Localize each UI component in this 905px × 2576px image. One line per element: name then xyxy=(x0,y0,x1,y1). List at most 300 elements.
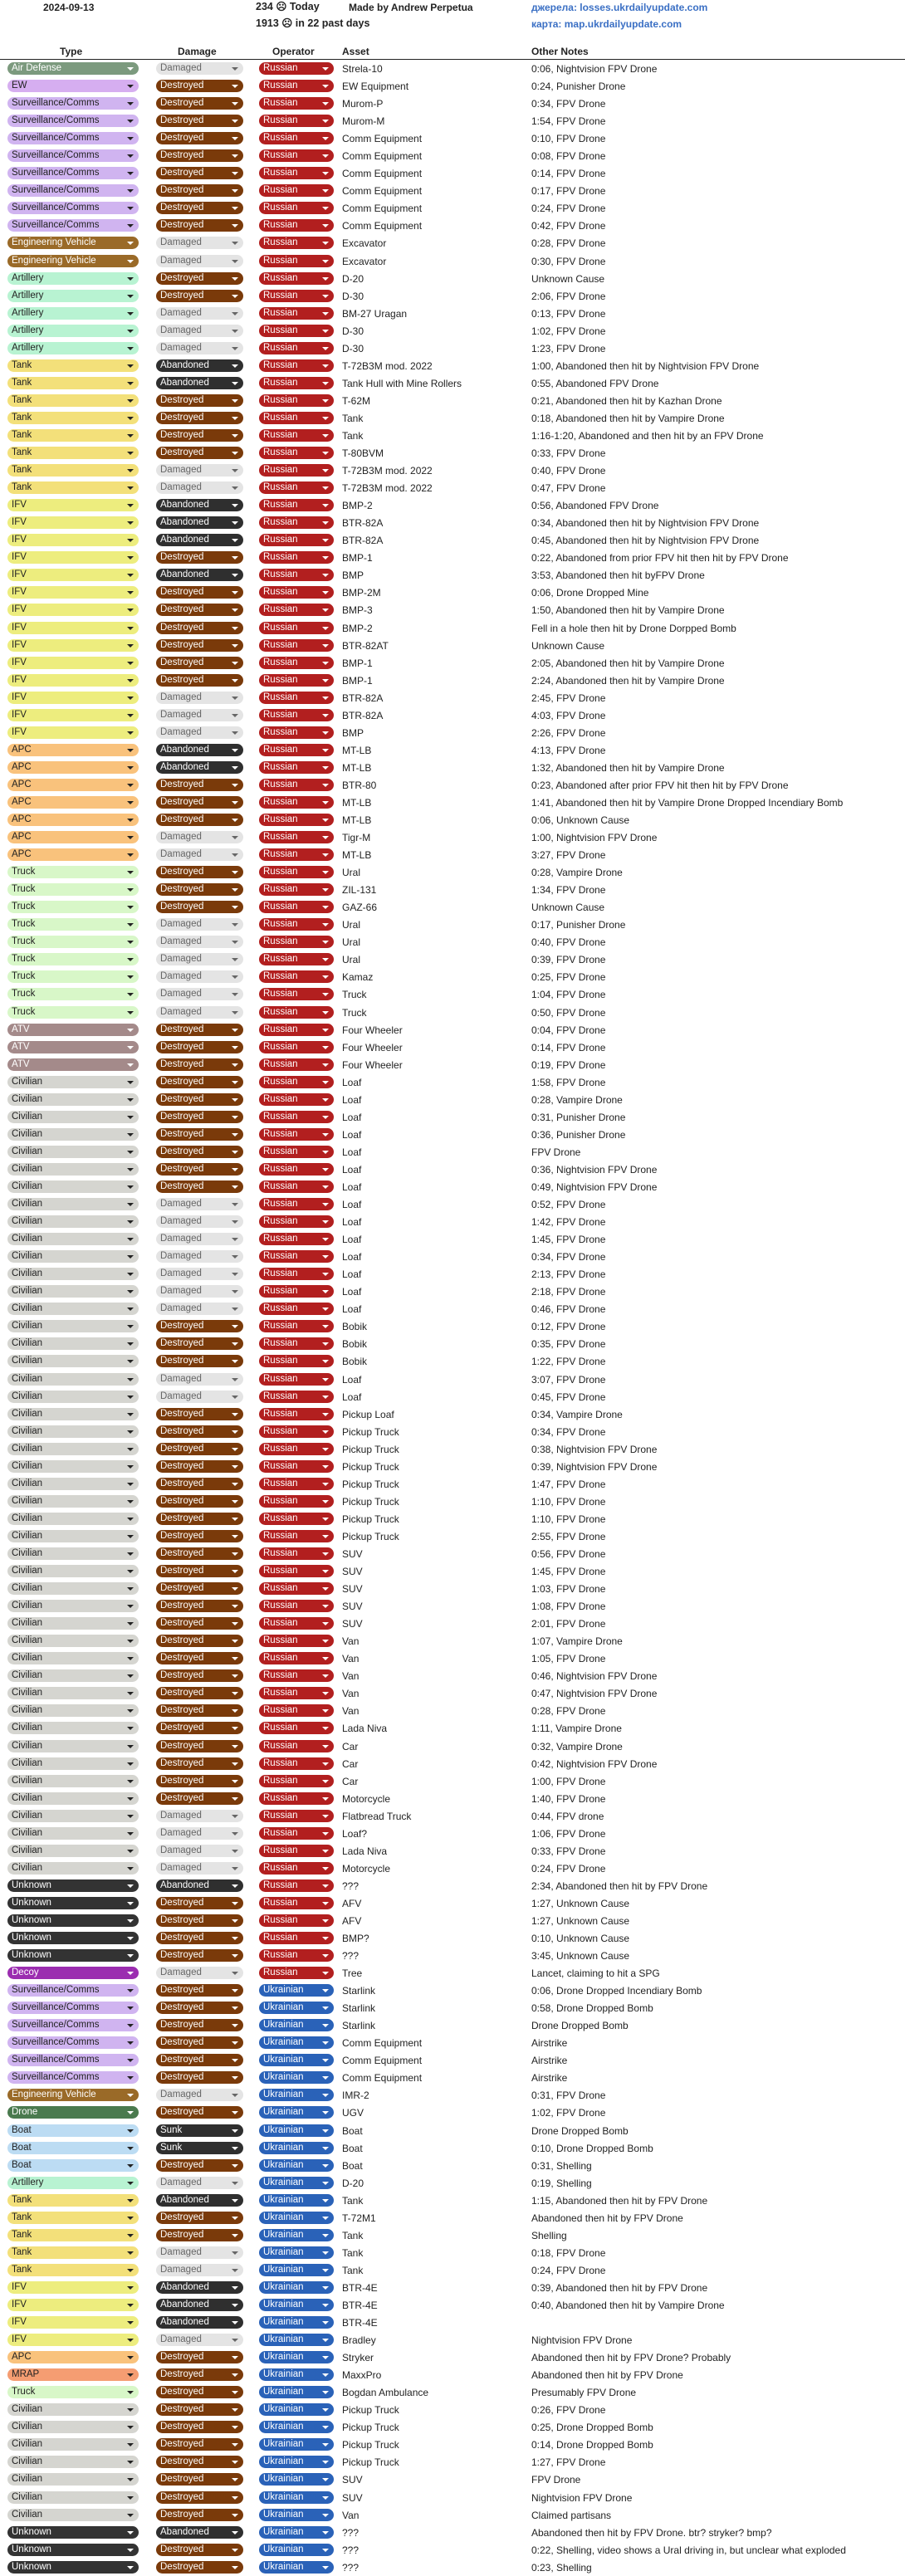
operator-select[interactable] xyxy=(259,1128,334,1141)
damage-select[interactable] xyxy=(156,132,243,144)
type-select[interactable] xyxy=(7,1757,139,1770)
operator-select[interactable] xyxy=(259,2403,334,2416)
type-select[interactable] xyxy=(7,2334,139,2346)
operator-select[interactable] xyxy=(259,1757,334,1770)
damage-select[interactable] xyxy=(156,377,243,389)
damage-select[interactable] xyxy=(156,1233,243,1245)
type-select[interactable] xyxy=(7,1024,139,1036)
type-select[interactable] xyxy=(7,167,139,179)
operator-select[interactable] xyxy=(259,569,334,581)
operator-select[interactable] xyxy=(259,325,334,337)
operator-select[interactable] xyxy=(259,447,334,459)
operator-select[interactable] xyxy=(259,2002,334,2014)
type-select[interactable] xyxy=(7,2194,139,2207)
type-select[interactable] xyxy=(7,1058,139,1071)
operator-select[interactable] xyxy=(259,1146,334,1158)
damage-select[interactable] xyxy=(156,1757,243,1770)
operator-select[interactable] xyxy=(259,1024,334,1036)
damage-select[interactable] xyxy=(156,709,243,721)
damage-select[interactable] xyxy=(156,674,243,687)
operator-select[interactable] xyxy=(259,1093,334,1106)
operator-select[interactable] xyxy=(259,1547,334,1560)
operator-select[interactable] xyxy=(259,970,334,983)
damage-select[interactable] xyxy=(156,499,243,511)
operator-select[interactable] xyxy=(259,779,334,791)
type-select[interactable] xyxy=(7,1303,139,1315)
type-select[interactable] xyxy=(7,1949,139,1962)
type-select[interactable] xyxy=(7,586,139,599)
operator-select[interactable] xyxy=(259,2229,334,2241)
damage-select[interactable] xyxy=(156,1967,243,1979)
type-select[interactable] xyxy=(7,1443,139,1455)
type-select[interactable] xyxy=(7,1391,139,1403)
damage-select[interactable] xyxy=(156,1513,243,1525)
operator-select[interactable] xyxy=(259,1949,334,1962)
type-select[interactable] xyxy=(7,2316,139,2329)
damage-select[interactable] xyxy=(156,1408,243,1420)
type-select[interactable] xyxy=(7,709,139,721)
type-select[interactable] xyxy=(7,429,139,442)
type-select[interactable] xyxy=(7,1845,139,1857)
operator-select[interactable] xyxy=(259,1041,334,1053)
type-select[interactable] xyxy=(7,2177,139,2189)
damage-select[interactable] xyxy=(156,1582,243,1595)
type-select[interactable] xyxy=(7,1320,139,1332)
operator-select[interactable] xyxy=(259,2089,334,2101)
operator-select[interactable] xyxy=(259,2264,334,2276)
damage-select[interactable] xyxy=(156,831,243,843)
type-select[interactable] xyxy=(7,1163,139,1176)
operator-select[interactable] xyxy=(259,1215,334,1228)
type-select[interactable] xyxy=(7,2491,139,2504)
operator-select[interactable] xyxy=(259,1897,334,1909)
operator-select[interactable] xyxy=(259,744,334,756)
type-select[interactable] xyxy=(7,1810,139,1822)
operator-select[interactable] xyxy=(259,1565,334,1577)
damage-select[interactable] xyxy=(156,1215,243,1228)
damage-select[interactable] xyxy=(156,2264,243,2276)
damage-select[interactable] xyxy=(156,2438,243,2451)
operator-select[interactable] xyxy=(259,2421,334,2433)
type-select[interactable] xyxy=(7,1565,139,1577)
operator-select[interactable] xyxy=(259,516,334,529)
operator-select[interactable] xyxy=(259,1582,334,1595)
type-select[interactable] xyxy=(7,2089,139,2101)
type-select[interactable] xyxy=(7,1495,139,1508)
damage-select[interactable] xyxy=(156,394,243,407)
damage-select[interactable] xyxy=(156,447,243,459)
damage-select[interactable] xyxy=(156,2071,243,2084)
type-select[interactable] xyxy=(7,2386,139,2398)
damage-select[interactable] xyxy=(156,2194,243,2207)
operator-select[interactable] xyxy=(259,1879,334,1892)
type-select[interactable] xyxy=(7,1862,139,1875)
operator-select[interactable] xyxy=(259,1478,334,1490)
operator-select[interactable] xyxy=(259,2316,334,2329)
damage-select[interactable] xyxy=(156,1879,243,1892)
type-select[interactable] xyxy=(7,657,139,669)
type-select[interactable] xyxy=(7,1111,139,1123)
damage-select[interactable] xyxy=(156,1373,243,1386)
damage-select[interactable] xyxy=(156,2421,243,2433)
operator-select[interactable] xyxy=(259,2299,334,2311)
type-select[interactable] xyxy=(7,1582,139,1595)
damage-select[interactable] xyxy=(156,2334,243,2346)
operator-select[interactable] xyxy=(259,2561,334,2574)
damage-select[interactable] xyxy=(156,429,243,442)
operator-select[interactable] xyxy=(259,1617,334,1630)
operator-select[interactable] xyxy=(259,499,334,511)
damage-select[interactable] xyxy=(156,516,243,529)
damage-select[interactable] xyxy=(156,1460,243,1473)
type-select[interactable] xyxy=(7,1530,139,1542)
damage-select[interactable] xyxy=(156,2106,243,2119)
column-header-damage[interactable]: Damage xyxy=(178,46,217,57)
type-select[interactable] xyxy=(7,2229,139,2241)
type-select[interactable] xyxy=(7,1460,139,1473)
operator-select[interactable] xyxy=(259,1198,334,1210)
damage-select[interactable] xyxy=(156,988,243,1000)
type-select[interactable] xyxy=(7,796,139,809)
type-select[interactable] xyxy=(7,866,139,878)
type-select[interactable] xyxy=(7,1652,139,1664)
operator-select[interactable] xyxy=(259,1250,334,1263)
type-select[interactable] xyxy=(7,499,139,511)
type-select[interactable] xyxy=(7,219,139,232)
operator-select[interactable] xyxy=(259,1337,334,1350)
type-select[interactable] xyxy=(7,901,139,913)
damage-select[interactable] xyxy=(156,883,243,896)
operator-select[interactable] xyxy=(259,481,334,494)
damage-select[interactable] xyxy=(156,2036,243,2049)
type-select[interactable] xyxy=(7,2403,139,2416)
damage-select[interactable] xyxy=(156,2403,243,2416)
damage-select[interactable] xyxy=(156,1250,243,1263)
damage-select[interactable] xyxy=(156,1722,243,1734)
type-select[interactable] xyxy=(7,1285,139,1298)
type-select[interactable] xyxy=(7,2071,139,2084)
operator-select[interactable] xyxy=(259,796,334,809)
operator-select[interactable] xyxy=(259,1862,334,1875)
type-select[interactable] xyxy=(7,534,139,546)
damage-select[interactable] xyxy=(156,2386,243,2398)
type-select[interactable] xyxy=(7,692,139,704)
damage-select[interactable] xyxy=(156,481,243,494)
damage-select[interactable] xyxy=(156,1600,243,1612)
damage-select[interactable] xyxy=(156,2351,243,2363)
damage-select[interactable] xyxy=(156,2229,243,2241)
operator-select[interactable] xyxy=(259,2368,334,2381)
damage-select[interactable] xyxy=(156,761,243,774)
type-select[interactable] xyxy=(7,2159,139,2172)
type-select[interactable] xyxy=(7,2473,139,2486)
operator-select[interactable] xyxy=(259,1530,334,1542)
type-select[interactable] xyxy=(7,1478,139,1490)
operator-select[interactable] xyxy=(259,551,334,564)
damage-select[interactable] xyxy=(156,184,243,197)
type-select[interactable] xyxy=(7,516,139,529)
type-select[interactable] xyxy=(7,2036,139,2049)
operator-select[interactable] xyxy=(259,2036,334,2049)
operator-select[interactable] xyxy=(259,936,334,948)
damage-select[interactable] xyxy=(156,1024,243,1036)
damage-select[interactable] xyxy=(156,936,243,948)
type-select[interactable] xyxy=(7,936,139,948)
damage-select[interactable] xyxy=(156,1932,243,1944)
damage-select[interactable] xyxy=(156,2019,243,2031)
operator-select[interactable] xyxy=(259,2142,334,2154)
type-select[interactable] xyxy=(7,1041,139,1053)
damage-select[interactable] xyxy=(156,953,243,965)
type-select[interactable] xyxy=(7,2456,139,2468)
type-select[interactable] xyxy=(7,1373,139,1386)
damage-select[interactable] xyxy=(156,657,243,669)
type-select[interactable] xyxy=(7,970,139,983)
damage-select[interactable] xyxy=(156,814,243,826)
operator-select[interactable] xyxy=(259,709,334,721)
damage-select[interactable] xyxy=(156,149,243,162)
damage-select[interactable] xyxy=(156,2142,243,2154)
operator-select[interactable] xyxy=(259,2124,334,2137)
damage-select[interactable] xyxy=(156,1058,243,1071)
type-select[interactable] xyxy=(7,377,139,389)
type-select[interactable] xyxy=(7,604,139,616)
damage-select[interactable] xyxy=(156,586,243,599)
operator-select[interactable] xyxy=(259,1355,334,1367)
damage-select[interactable] xyxy=(156,2456,243,2468)
operator-select[interactable] xyxy=(259,412,334,424)
operator-select[interactable] xyxy=(259,1233,334,1245)
type-select[interactable] xyxy=(7,1669,139,1682)
damage-select[interactable] xyxy=(156,2526,243,2539)
type-select[interactable] xyxy=(7,1635,139,1647)
operator-select[interactable] xyxy=(259,132,334,144)
operator-select[interactable] xyxy=(259,1006,334,1019)
damage-select[interactable] xyxy=(156,1495,243,1508)
column-header-notes[interactable]: Other Notes xyxy=(531,46,589,57)
operator-select[interactable] xyxy=(259,1740,334,1752)
damage-select[interactable] xyxy=(156,1547,243,1560)
damage-select[interactable] xyxy=(156,1163,243,1176)
operator-select[interactable] xyxy=(259,2106,334,2119)
operator-select[interactable] xyxy=(259,2281,334,2294)
damage-select[interactable] xyxy=(156,2544,243,2556)
operator-select[interactable] xyxy=(259,2526,334,2539)
operator-select[interactable] xyxy=(259,534,334,546)
operator-select[interactable] xyxy=(259,2194,334,2207)
operator-select[interactable] xyxy=(259,1460,334,1473)
type-select[interactable] xyxy=(7,2124,139,2137)
type-select[interactable] xyxy=(7,464,139,477)
type-select[interactable] xyxy=(7,2054,139,2066)
damage-select[interactable] xyxy=(156,272,243,285)
operator-select[interactable] xyxy=(259,657,334,669)
damage-select[interactable] xyxy=(156,1268,243,1280)
type-select[interactable] xyxy=(7,1076,139,1088)
type-select[interactable] xyxy=(7,1198,139,1210)
type-select[interactable] xyxy=(7,149,139,162)
operator-select[interactable] xyxy=(259,2019,334,2031)
map-link[interactable]: карта: map.ukrdailyupdate.com xyxy=(531,18,682,30)
operator-select[interactable] xyxy=(259,2159,334,2172)
type-select[interactable] xyxy=(7,551,139,564)
type-select[interactable] xyxy=(7,2142,139,2154)
type-select[interactable] xyxy=(7,1967,139,1979)
type-select[interactable] xyxy=(7,2281,139,2294)
operator-select[interactable] xyxy=(259,255,334,267)
column-header-asset[interactable]: Asset xyxy=(342,46,369,57)
operator-select[interactable] xyxy=(259,1058,334,1071)
damage-select[interactable] xyxy=(156,1914,243,1927)
damage-select[interactable] xyxy=(156,848,243,861)
type-select[interactable] xyxy=(7,1827,139,1840)
type-select[interactable] xyxy=(7,726,139,739)
operator-select[interactable] xyxy=(259,901,334,913)
damage-select[interactable] xyxy=(156,534,243,546)
damage-select[interactable] xyxy=(156,237,243,249)
damage-select[interactable] xyxy=(156,692,243,704)
operator-select[interactable] xyxy=(259,2334,334,2346)
operator-select[interactable] xyxy=(259,184,334,197)
type-select[interactable] xyxy=(7,1355,139,1367)
type-select[interactable] xyxy=(7,848,139,861)
type-select[interactable] xyxy=(7,2368,139,2381)
type-select[interactable] xyxy=(7,1722,139,1734)
damage-select[interactable] xyxy=(156,1320,243,1332)
damage-select[interactable] xyxy=(156,1775,243,1787)
operator-select[interactable] xyxy=(259,1669,334,1682)
operator-select[interactable] xyxy=(259,1373,334,1386)
type-select[interactable] xyxy=(7,1215,139,1228)
damage-select[interactable] xyxy=(156,290,243,302)
damage-select[interactable] xyxy=(156,1669,243,1682)
operator-select[interactable] xyxy=(259,1495,334,1508)
operator-select[interactable] xyxy=(259,674,334,687)
type-select[interactable] xyxy=(7,132,139,144)
damage-select[interactable] xyxy=(156,1041,243,1053)
operator-select[interactable] xyxy=(259,167,334,179)
damage-select[interactable] xyxy=(156,918,243,931)
type-select[interactable] xyxy=(7,1617,139,1630)
damage-select[interactable] xyxy=(156,2299,243,2311)
damage-select[interactable] xyxy=(156,1565,243,1577)
type-select[interactable] xyxy=(7,883,139,896)
type-select[interactable] xyxy=(7,307,139,320)
damage-select[interactable] xyxy=(156,1740,243,1752)
operator-select[interactable] xyxy=(259,394,334,407)
type-select[interactable] xyxy=(7,744,139,756)
damage-select[interactable] xyxy=(156,1704,243,1717)
type-select[interactable] xyxy=(7,2299,139,2311)
type-select[interactable] xyxy=(7,1984,139,1997)
operator-select[interactable] xyxy=(259,342,334,354)
operator-select[interactable] xyxy=(259,639,334,652)
type-select[interactable] xyxy=(7,639,139,652)
operator-select[interactable] xyxy=(259,2177,334,2189)
damage-select[interactable] xyxy=(156,726,243,739)
operator-select[interactable] xyxy=(259,1914,334,1927)
damage-select[interactable] xyxy=(156,1617,243,1630)
operator-select[interactable] xyxy=(259,1268,334,1280)
type-select[interactable] xyxy=(7,1547,139,1560)
type-select[interactable] xyxy=(7,255,139,267)
type-select[interactable] xyxy=(7,1250,139,1263)
column-header-operator[interactable]: Operator xyxy=(272,46,315,57)
operator-select[interactable] xyxy=(259,953,334,965)
operator-select[interactable] xyxy=(259,918,334,931)
damage-select[interactable] xyxy=(156,1897,243,1909)
type-select[interactable] xyxy=(7,2351,139,2363)
type-select[interactable] xyxy=(7,2438,139,2451)
type-select[interactable] xyxy=(7,394,139,407)
operator-select[interactable] xyxy=(259,1076,334,1088)
type-select[interactable] xyxy=(7,202,139,214)
operator-select[interactable] xyxy=(259,2544,334,2556)
type-select[interactable] xyxy=(7,1006,139,1019)
damage-select[interactable] xyxy=(156,1303,243,1315)
operator-select[interactable] xyxy=(259,1408,334,1420)
type-select[interactable] xyxy=(7,2002,139,2014)
type-select[interactable] xyxy=(7,1704,139,1717)
type-select[interactable] xyxy=(7,1408,139,1420)
operator-select[interactable] xyxy=(259,429,334,442)
operator-select[interactable] xyxy=(259,1810,334,1822)
type-select[interactable] xyxy=(7,831,139,843)
operator-select[interactable] xyxy=(259,1443,334,1455)
type-select[interactable] xyxy=(7,814,139,826)
type-select[interactable] xyxy=(7,2561,139,2574)
operator-select[interactable] xyxy=(259,1932,334,1944)
type-select[interactable] xyxy=(7,1425,139,1438)
damage-select[interactable] xyxy=(156,2212,243,2224)
type-select[interactable] xyxy=(7,1146,139,1158)
damage-select[interactable] xyxy=(156,1984,243,1997)
type-select[interactable] xyxy=(7,1180,139,1193)
type-select[interactable] xyxy=(7,761,139,774)
operator-select[interactable] xyxy=(259,1425,334,1438)
damage-select[interactable] xyxy=(156,1635,243,1647)
operator-select[interactable] xyxy=(259,2212,334,2224)
operator-select[interactable] xyxy=(259,622,334,634)
operator-select[interactable] xyxy=(259,692,334,704)
operator-select[interactable] xyxy=(259,377,334,389)
damage-select[interactable] xyxy=(156,1425,243,1438)
operator-select[interactable] xyxy=(259,1652,334,1664)
operator-select[interactable] xyxy=(259,1827,334,1840)
type-select[interactable] xyxy=(7,342,139,354)
operator-select[interactable] xyxy=(259,1303,334,1315)
operator-select[interactable] xyxy=(259,1635,334,1647)
operator-select[interactable] xyxy=(259,290,334,302)
type-select[interactable] xyxy=(7,115,139,127)
damage-select[interactable] xyxy=(156,970,243,983)
damage-select[interactable] xyxy=(156,639,243,652)
damage-select[interactable] xyxy=(156,1687,243,1699)
operator-select[interactable] xyxy=(259,80,334,92)
type-select[interactable] xyxy=(7,2526,139,2539)
damage-select[interactable] xyxy=(156,2124,243,2137)
operator-select[interactable] xyxy=(259,115,334,127)
operator-select[interactable] xyxy=(259,761,334,774)
operator-select[interactable] xyxy=(259,1722,334,1734)
damage-select[interactable] xyxy=(156,80,243,92)
operator-select[interactable] xyxy=(259,1320,334,1332)
type-select[interactable] xyxy=(7,272,139,285)
damage-select[interactable] xyxy=(156,1076,243,1088)
damage-select[interactable] xyxy=(156,2561,243,2574)
type-select[interactable] xyxy=(7,674,139,687)
operator-select[interactable] xyxy=(259,1775,334,1787)
